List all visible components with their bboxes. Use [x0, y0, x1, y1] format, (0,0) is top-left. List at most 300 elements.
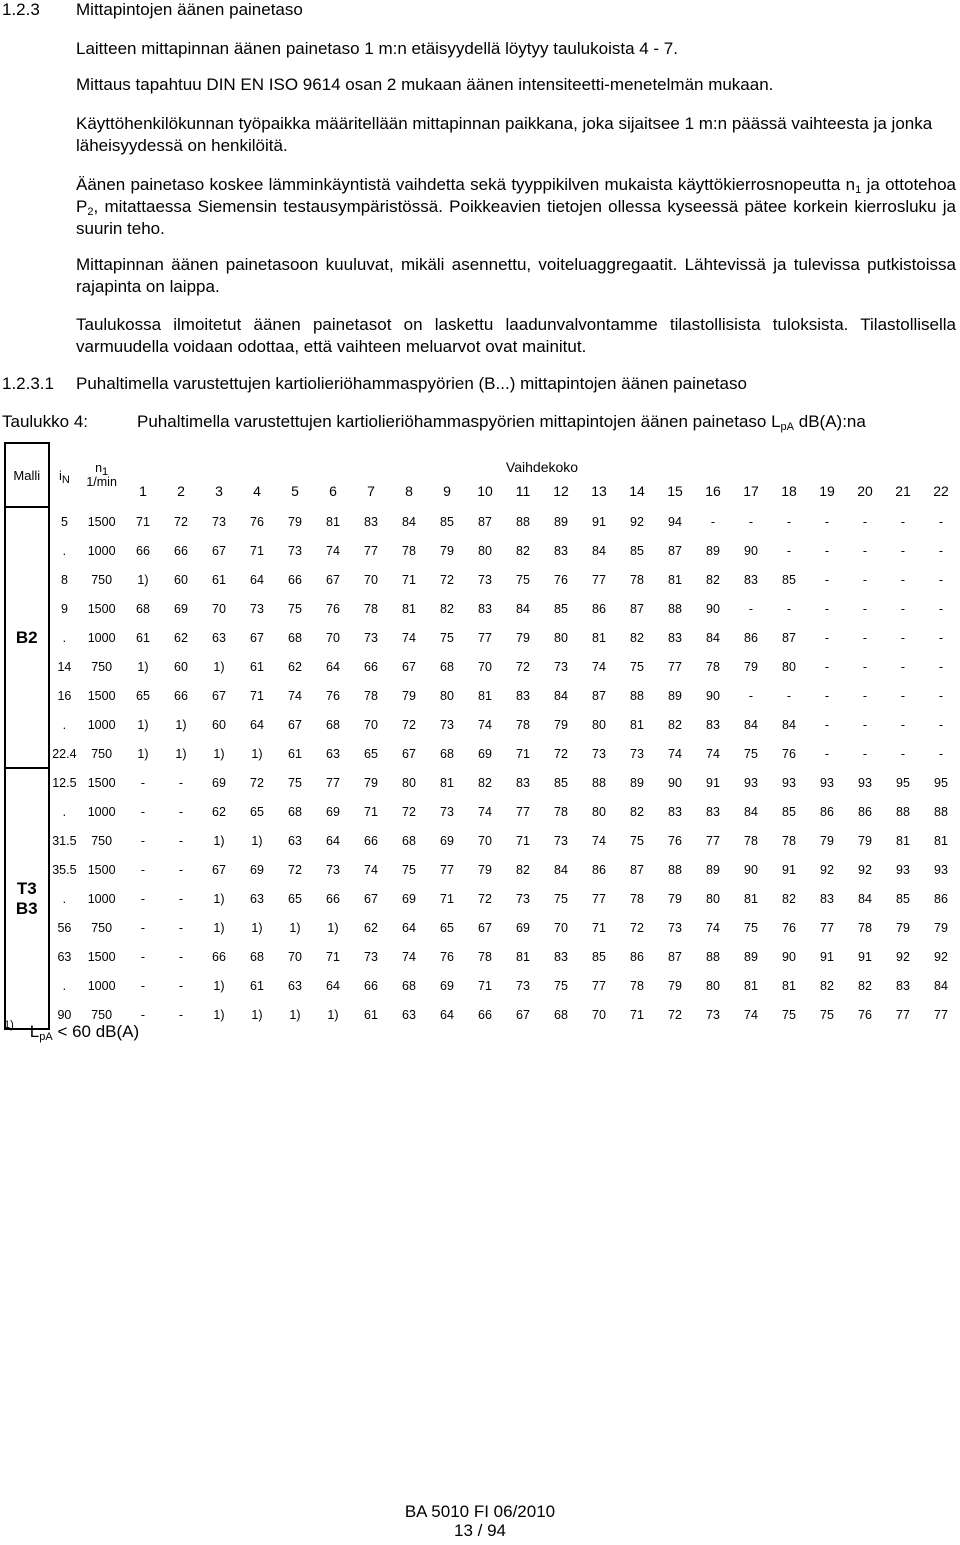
gear-size-label: 11 — [515, 483, 531, 499]
ratio-cell: 63 — [57, 949, 72, 964]
table-row — [5, 942, 960, 971]
level-cell: 77 — [326, 775, 340, 790]
level-cell: 91 — [820, 949, 834, 964]
table-row — [5, 1000, 960, 1029]
level-cell: 88 — [934, 804, 948, 819]
level-cell: 68 — [440, 746, 454, 761]
level-cell: 77 — [516, 804, 530, 819]
level-cell: 88 — [896, 804, 910, 819]
level-cell: 75 — [440, 630, 454, 645]
level-cell: 71 — [326, 949, 340, 964]
level-cell: 74 — [706, 920, 720, 935]
level-cell: 1) — [251, 1007, 263, 1022]
level-cell: - — [862, 630, 868, 645]
level-cell: 86 — [744, 630, 758, 645]
speed-cell: 1500 — [87, 949, 116, 964]
level-cell: 78 — [782, 833, 796, 848]
ratio-cell: 12.5 — [52, 775, 77, 790]
level-cell: 78 — [706, 659, 720, 674]
level-cell: 83 — [706, 804, 720, 819]
level-cell: 68 — [440, 659, 454, 674]
level-cell: 73 — [516, 978, 530, 993]
level-cell: 69 — [440, 978, 454, 993]
level-cell: 74 — [706, 746, 720, 761]
level-cell: 1) — [213, 1007, 225, 1022]
level-cell: - — [140, 891, 146, 906]
level-cell: 78 — [402, 543, 416, 558]
level-cell: - — [786, 514, 792, 529]
level-cell: - — [710, 514, 716, 529]
level-cell: 1) — [213, 746, 225, 761]
level-cell: 83 — [554, 543, 568, 558]
sound-pressure-table — [4, 442, 960, 1030]
level-cell: 78 — [364, 688, 378, 703]
level-cell: 60 — [174, 659, 188, 674]
level-cell: 62 — [174, 630, 188, 645]
level-cell: 79 — [668, 891, 682, 906]
gear-size-label: 6 — [329, 483, 337, 499]
level-cell: 66 — [364, 833, 378, 848]
level-cell: 93 — [896, 862, 910, 877]
level-cell: 73 — [288, 543, 302, 558]
level-cell: 64 — [402, 920, 416, 935]
level-cell: 88 — [668, 862, 682, 877]
level-cell: 72 — [440, 572, 454, 587]
level-cell: 73 — [326, 862, 340, 877]
level-cell: 67 — [288, 717, 302, 732]
level-cell: - — [900, 543, 906, 558]
level-cell: 73 — [592, 746, 606, 761]
footnote — [4, 1019, 140, 1043]
level-cell: 87 — [668, 949, 682, 964]
table-row — [5, 710, 960, 739]
level-cell: 84 — [934, 978, 948, 993]
level-cell: 73 — [212, 514, 226, 529]
level-cell: 1) — [289, 920, 301, 935]
level-cell: 65 — [440, 920, 454, 935]
level-cell: 74 — [592, 833, 606, 848]
paragraph-2: Mittaus tapahtuu DIN EN ISO 9614 osan 2 mukaan äänen intensiteetti-menetelmän mukaan. — [76, 75, 774, 94]
level-cell: 75 — [402, 862, 416, 877]
ratio-cell: 16 — [57, 688, 72, 703]
level-cell: 75 — [554, 978, 568, 993]
level-cell: 69 — [174, 601, 188, 616]
level-cell: - — [862, 746, 868, 761]
level-cell: - — [900, 514, 906, 529]
level-cell: 70 — [288, 949, 302, 964]
level-cell: 1) — [213, 978, 225, 993]
level-cell: 81 — [934, 833, 948, 848]
level-cell: 66 — [364, 659, 378, 674]
level-cell: 62 — [212, 804, 226, 819]
level-cell: 74 — [478, 717, 492, 732]
level-cell: 66 — [174, 688, 188, 703]
level-cell: 78 — [364, 601, 378, 616]
header-speed — [79, 443, 124, 507]
level-cell: 63 — [402, 1007, 416, 1022]
level-cell: 66 — [288, 572, 302, 587]
level-cell: 93 — [744, 775, 758, 790]
level-cell: 71 — [250, 688, 264, 703]
level-cell: 80 — [440, 688, 454, 703]
level-cell: 77 — [592, 572, 606, 587]
level-cell: - — [748, 601, 754, 616]
level-cell: 90 — [706, 601, 720, 616]
table-row — [5, 681, 960, 710]
table-caption-text-b: dB(A):na — [794, 412, 866, 431]
level-cell: 93 — [934, 862, 948, 877]
table-row — [5, 565, 960, 594]
speed-cell: 750 — [91, 572, 113, 587]
level-cell: - — [824, 717, 830, 732]
level-cell: 90 — [668, 775, 682, 790]
level-cell: 70 — [212, 601, 226, 616]
level-cell: 86 — [858, 804, 872, 819]
level-cell: 84 — [516, 601, 530, 616]
level-cell: 68 — [326, 717, 340, 732]
ratio-cell: 31.5 — [52, 833, 77, 848]
gear-size-label: 2 — [177, 483, 185, 499]
ratio-cell: 22.4 — [52, 746, 77, 761]
ratio-cell: 9 — [60, 601, 68, 616]
level-cell: 62 — [288, 659, 302, 674]
level-cell: - — [824, 630, 830, 645]
level-cell: 77 — [592, 978, 606, 993]
level-cell: 85 — [554, 601, 568, 616]
level-cell: 75 — [516, 572, 530, 587]
level-cell: - — [140, 978, 146, 993]
level-cell: 82 — [858, 978, 872, 993]
level-cell: 66 — [478, 1007, 492, 1022]
level-cell: 72 — [402, 717, 416, 732]
table-row — [5, 768, 960, 797]
level-cell: 81 — [516, 949, 530, 964]
gear-size-label: 8 — [405, 483, 413, 499]
ratio-cell: . — [62, 630, 67, 645]
section-number: 1.2.3 — [2, 0, 40, 19]
level-cell: 73 — [554, 833, 568, 848]
level-cell: - — [178, 833, 184, 848]
level-cell: 73 — [478, 572, 492, 587]
level-cell: 76 — [858, 1007, 872, 1022]
level-cell: - — [140, 804, 146, 819]
speed-cell: 750 — [91, 746, 113, 761]
level-cell: 64 — [326, 978, 340, 993]
level-cell: 71 — [250, 543, 264, 558]
level-cell: 81 — [440, 775, 454, 790]
gear-size-label: 13 — [591, 483, 607, 499]
level-cell: 79 — [364, 775, 378, 790]
level-cell: 67 — [250, 630, 264, 645]
level-cell: 1) — [213, 920, 225, 935]
level-cell: 70 — [326, 630, 340, 645]
level-cell: 1) — [251, 920, 263, 935]
level-cell: - — [824, 572, 830, 587]
level-cell: - — [900, 717, 906, 732]
level-cell: 80 — [706, 978, 720, 993]
level-cell: 85 — [782, 804, 796, 819]
level-cell: 87 — [782, 630, 796, 645]
section-title: Mittapintojen äänen painetaso — [76, 0, 303, 19]
level-cell: 83 — [516, 775, 530, 790]
level-cell: - — [140, 1007, 146, 1022]
level-cell: 77 — [820, 920, 834, 935]
header-ratio-symbol: i — [58, 467, 62, 483]
level-cell: 83 — [668, 630, 682, 645]
level-cell: 78 — [554, 804, 568, 819]
level-cell: 92 — [858, 862, 872, 877]
level-cell: 67 — [212, 688, 226, 703]
level-cell: 88 — [516, 514, 530, 529]
level-cell: 1) — [137, 746, 149, 761]
level-cell: 72 — [478, 891, 492, 906]
level-cell: 82 — [516, 862, 530, 877]
level-cell: 82 — [706, 572, 720, 587]
level-cell: 63 — [212, 630, 226, 645]
level-cell: 67 — [212, 862, 226, 877]
level-cell: 89 — [630, 775, 644, 790]
level-cell: 67 — [212, 543, 226, 558]
level-cell: 69 — [212, 775, 226, 790]
level-cell: 74 — [668, 746, 682, 761]
level-cell: 75 — [554, 891, 568, 906]
level-cell: 1) — [213, 833, 225, 848]
level-cell: - — [178, 891, 184, 906]
level-cell: 83 — [820, 891, 834, 906]
level-cell: 61 — [250, 978, 264, 993]
level-cell: - — [938, 601, 944, 616]
level-cell: 83 — [668, 804, 682, 819]
table-row — [5, 594, 960, 623]
level-cell: 70 — [364, 717, 378, 732]
paragraph-1: Laitteen mittapinnan äänen painetaso 1 m:n etäisyydellä löytyy taulukoista 4 - 7. — [76, 39, 678, 58]
level-cell: 83 — [744, 572, 758, 587]
level-cell: - — [178, 775, 184, 790]
level-cell: - — [786, 543, 792, 558]
paragraph-5: Mittapinnan äänen painetasoon kuuluvat, mikäli asennettu, voiteluaggregaatit. Lähtevissä ja tulevissa putkistoissa rajapinta on laippa. — [76, 255, 956, 296]
level-cell: 63 — [288, 833, 302, 848]
level-cell: - — [140, 862, 146, 877]
level-cell: 73 — [630, 746, 644, 761]
level-cell: 78 — [478, 949, 492, 964]
level-cell: 72 — [630, 920, 644, 935]
speed-cell: 750 — [91, 920, 113, 935]
level-cell: - — [862, 514, 868, 529]
level-cell: 93 — [782, 775, 796, 790]
level-cell: 64 — [326, 833, 340, 848]
level-cell: - — [938, 717, 944, 732]
level-cell: - — [178, 920, 184, 935]
level-cell: 67 — [402, 659, 416, 674]
gear-size-label: 16 — [705, 483, 721, 499]
level-cell: 87 — [592, 688, 606, 703]
ratio-cell: 5 — [60, 514, 68, 529]
level-cell: 63 — [326, 746, 340, 761]
table-row — [5, 855, 960, 884]
level-cell: - — [140, 775, 146, 790]
level-cell: 72 — [174, 514, 188, 529]
level-cell: 65 — [364, 746, 378, 761]
level-cell: 82 — [440, 601, 454, 616]
level-cell: 81 — [896, 833, 910, 848]
level-cell: 70 — [554, 920, 568, 935]
ratio-cell: . — [62, 978, 67, 993]
level-cell: - — [178, 862, 184, 877]
level-cell: 71 — [630, 1007, 644, 1022]
level-cell: 71 — [364, 804, 378, 819]
level-cell: 1) — [251, 833, 263, 848]
level-cell: 92 — [820, 862, 834, 877]
level-cell: - — [824, 659, 830, 674]
level-cell: - — [748, 688, 754, 703]
level-cell: - — [824, 601, 830, 616]
level-cell: 85 — [554, 775, 568, 790]
level-cell: 72 — [554, 746, 568, 761]
level-cell: 91 — [592, 514, 606, 529]
level-cell: 76 — [326, 601, 340, 616]
level-cell: 73 — [706, 1007, 720, 1022]
level-cell: 91 — [706, 775, 720, 790]
level-cell: 61 — [250, 659, 264, 674]
level-cell: 95 — [934, 775, 948, 790]
level-cell: 73 — [250, 601, 264, 616]
level-cell: - — [862, 688, 868, 703]
level-cell: - — [140, 949, 146, 964]
level-cell: 74 — [364, 862, 378, 877]
level-cell: - — [178, 978, 184, 993]
speed-cell: 1500 — [87, 862, 116, 877]
level-cell: 83 — [478, 601, 492, 616]
level-cell: - — [140, 920, 146, 935]
level-cell: 72 — [402, 804, 416, 819]
level-cell: 69 — [516, 920, 530, 935]
level-cell: 82 — [630, 804, 644, 819]
level-cell: 80 — [592, 804, 606, 819]
level-cell: 88 — [668, 601, 682, 616]
level-cell: 77 — [706, 833, 720, 848]
level-cell: 76 — [250, 514, 264, 529]
level-cell: 90 — [744, 543, 758, 558]
level-cell: 63 — [288, 978, 302, 993]
level-cell: 76 — [782, 920, 796, 935]
gear-size-label: 18 — [781, 483, 797, 499]
level-cell: 83 — [896, 978, 910, 993]
level-cell: 1) — [213, 891, 225, 906]
level-cell: - — [900, 601, 906, 616]
ratio-cell: 90 — [57, 1007, 72, 1022]
level-cell: 85 — [896, 891, 910, 906]
level-cell: 83 — [364, 514, 378, 529]
ratio-cell: 56 — [57, 920, 72, 935]
level-cell: - — [938, 543, 944, 558]
level-cell: 81 — [668, 572, 682, 587]
level-cell: 1) — [289, 1007, 301, 1022]
header-speed-symbol: n — [95, 461, 103, 475]
level-cell: 71 — [440, 891, 454, 906]
level-cell: 71 — [516, 833, 530, 848]
level-cell: 85 — [592, 949, 606, 964]
gear-size-label: 9 — [443, 483, 451, 499]
level-cell: 74 — [402, 949, 416, 964]
level-cell: - — [178, 804, 184, 819]
paragraph-4-sub-2: 2 — [87, 206, 94, 218]
footer-doc-id: BA 5010 FI 06/2010 — [404, 1502, 556, 1521]
level-cell: 75 — [744, 746, 758, 761]
level-cell: 65 — [136, 688, 150, 703]
speed-cell: 750 — [91, 659, 113, 674]
gear-size-label: 7 — [367, 483, 375, 499]
level-cell: 1) — [175, 746, 187, 761]
level-cell: 74 — [592, 659, 606, 674]
ratio-cell: 14 — [57, 659, 72, 674]
level-cell: 84 — [858, 891, 872, 906]
gear-size-label: 15 — [667, 483, 683, 499]
level-cell: 82 — [478, 775, 492, 790]
level-cell: 91 — [782, 862, 796, 877]
paragraph-4-part-c: , mitattaessa Siemensin testausympäristössä. Poikkeavien tietojen ollessa kyseessä pätee korkein kierrosluku ja suurin teho. — [76, 197, 956, 238]
table-row — [5, 913, 960, 942]
level-cell: 81 — [478, 688, 492, 703]
speed-cell: 1000 — [87, 543, 116, 558]
level-cell: 84 — [592, 543, 606, 558]
level-cell: - — [178, 949, 184, 964]
level-cell: 62 — [364, 920, 378, 935]
table-row — [5, 826, 960, 855]
level-cell: 81 — [782, 978, 796, 993]
level-cell: 75 — [288, 601, 302, 616]
level-cell: - — [938, 514, 944, 529]
level-cell: 1) — [327, 920, 339, 935]
level-cell: 89 — [554, 514, 568, 529]
subsection-title: Puhaltimella varustettujen kartiolieriöhammaspyörien (B...) mittapintojen äänen painetaso — [76, 374, 747, 393]
footnote-mark: 1) — [4, 1019, 14, 1031]
level-cell: 93 — [858, 775, 872, 790]
level-cell: 89 — [706, 543, 720, 558]
level-cell: 78 — [630, 572, 644, 587]
header-speed-sub: 1 — [102, 466, 109, 478]
gear-size-label: 14 — [629, 483, 645, 499]
level-cell: 61 — [364, 1007, 378, 1022]
level-cell: 95 — [896, 775, 910, 790]
level-cell: 79 — [440, 543, 454, 558]
level-cell: - — [824, 543, 830, 558]
level-cell: 72 — [516, 659, 530, 674]
level-cell: 79 — [820, 833, 834, 848]
level-cell: 77 — [440, 862, 454, 877]
ratio-cell: 8 — [60, 572, 68, 587]
level-cell: 94 — [668, 514, 682, 529]
level-cell: 76 — [440, 949, 454, 964]
paragraph-3: Käyttöhenkilökunnan työpaikka määritellään mittapinnan paikkana, joka sijaitsee 1 m:n päässä vaihteesta ja jonka läheisyydessä on henkilöitä. — [76, 114, 933, 155]
level-cell: 71 — [592, 920, 606, 935]
level-cell: 67 — [326, 572, 340, 587]
level-cell: - — [938, 688, 944, 703]
level-cell: - — [900, 572, 906, 587]
level-cell: - — [824, 514, 830, 529]
gear-size-label: 3 — [215, 483, 223, 499]
level-cell: 68 — [402, 833, 416, 848]
level-cell: 78 — [516, 717, 530, 732]
level-cell: 66 — [364, 978, 378, 993]
level-cell: - — [938, 659, 944, 674]
level-cell: 68 — [402, 978, 416, 993]
level-cell: 79 — [516, 630, 530, 645]
footnote-text-a: L — [29, 1022, 40, 1041]
gear-size-label: 17 — [743, 483, 759, 499]
level-cell: - — [900, 659, 906, 674]
header-model: Malli — [5, 443, 49, 507]
level-cell: - — [862, 659, 868, 674]
